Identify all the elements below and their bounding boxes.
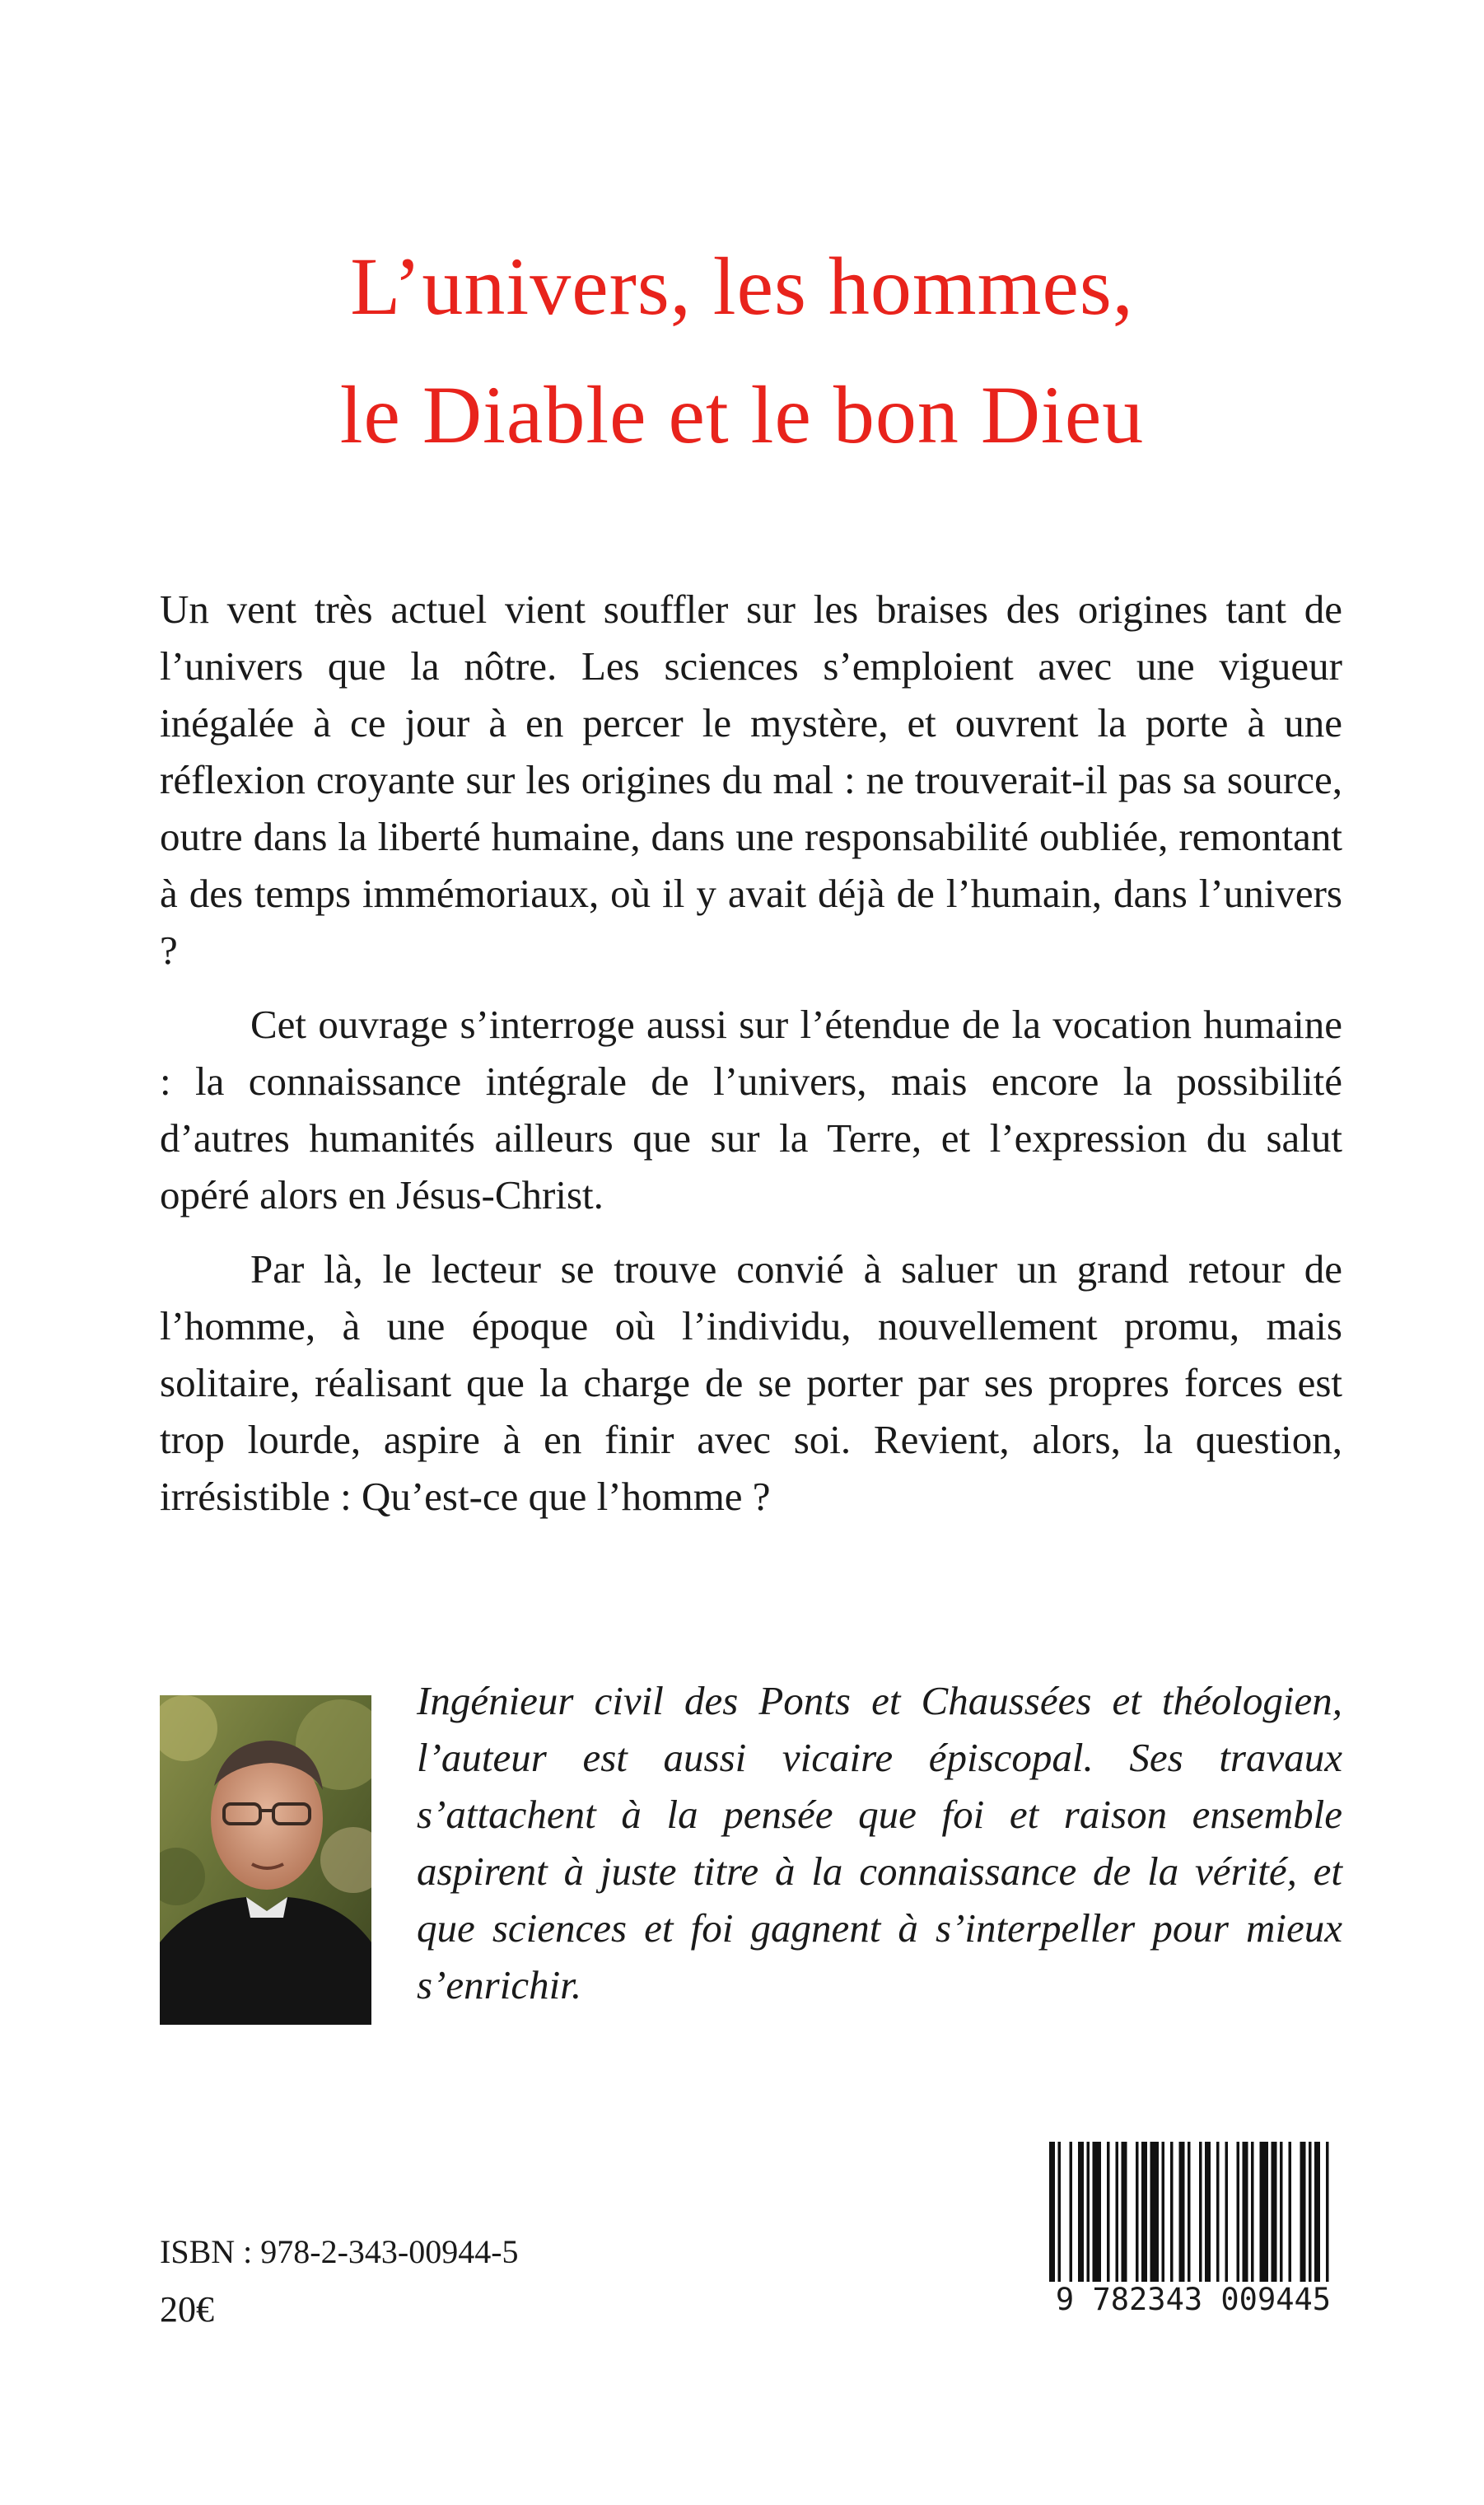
barcode-bar [1280, 2142, 1283, 2286]
book-title-line-1: L’univers, les hommes, [350, 241, 1134, 332]
barcode-bar [1058, 2142, 1062, 2286]
barcode-bar [1162, 2142, 1165, 2286]
back-cover-blurb [160, 581, 1342, 1525]
barcode-bar [1136, 2142, 1139, 2286]
barcode-bar [1070, 2142, 1073, 2286]
barcode-bar [1237, 2142, 1240, 2286]
barcode-bar [1179, 2142, 1185, 2286]
author-photo [160, 1695, 371, 2025]
blurb-paragraph: Un vent très actuel vient souffler sur les braises des origines tant de l’univers que la nôtre. Les sciences s’emploient avec une vigueur inégalée à ce jour à en percer le mystère, et ouvrent la porte à une réflexion croyante sur les origines du mal : ne trouverait-il pas sa source, outre dans la liberté humaine, dans une responsabilité oubliée, remontant à des temps immémoriaux, où il y avait déjà de l’humain, dans l’univers ? [160, 587, 1342, 973]
barcode-bar [1087, 2142, 1090, 2286]
barcode-digits: 9 782343 009445 [1044, 2282, 1342, 2318]
barcode-bar [1150, 2142, 1160, 2286]
barcode-bar [1107, 2142, 1110, 2286]
book-title-line-2: le Diable et le bon Dieu [339, 369, 1145, 460]
barcode-bar [1116, 2142, 1119, 2286]
barcode-bar [1289, 2142, 1292, 2286]
barcode-bar [1272, 2142, 1277, 2286]
barcode-bar [1216, 2142, 1220, 2286]
barcode-bar [1199, 2142, 1202, 2286]
barcode-bar [1170, 2142, 1174, 2286]
price: 20€ [160, 2289, 214, 2330]
barcode-bar [1093, 2142, 1102, 2286]
blurb-paragraph: Cet ouvrage s’interroge aussi sur l’étendue de la vocation humaine : la connaissance intégrale de l’univers, mais encore la possibilité d’autres humanités ailleurs que sur la Terre, et l’expression du salut opéré alors en Jésus-Christ. [160, 1002, 1342, 1217]
barcode-bar [1309, 2142, 1312, 2286]
barcode-bar [1260, 2142, 1269, 2286]
author-bio: Ingénieur civil des Ponts et Chaussées et théologien, l’auteur est aussi vicaire épiscopal. Ses travaux s’attachent à la pensée que foi et raison ensemble aspirent à juste titre à la connaissance de la vérité, et que sciences et foi gagnent à s’interpeller pour mieux s’enrichir. [417, 1678, 1342, 2007]
barcode-bar [1122, 2142, 1127, 2286]
barcode-bar [1078, 2142, 1084, 2286]
barcode-bar [1188, 2142, 1191, 2286]
barcode-bar [1314, 2142, 1320, 2286]
barcode-bar [1326, 2142, 1329, 2286]
barcode-bar [1251, 2142, 1254, 2286]
barcode-bar [1205, 2142, 1211, 2286]
barcode-bar [1243, 2142, 1248, 2286]
barcode-bar [1225, 2142, 1229, 2286]
blurb-paragraph: Par là, le lecteur se trouve convié à saluer un grand retour de l’homme, à une époque où l’individu, nouvellement promu, mais solitaire, réalisant que la charge de se porter par ses propres forces est trop lourde, aspire à en finir avec soi. Revient, alors, la question, irrésistible : Qu’est-ce que l’homme ? [160, 1246, 1342, 1519]
isbn: ISBN : 978-2-343-00944-5 [160, 2233, 519, 2270]
barcode-bar [1141, 2142, 1147, 2286]
barcode-bar [1049, 2142, 1055, 2286]
barcode-bar [1300, 2142, 1306, 2286]
